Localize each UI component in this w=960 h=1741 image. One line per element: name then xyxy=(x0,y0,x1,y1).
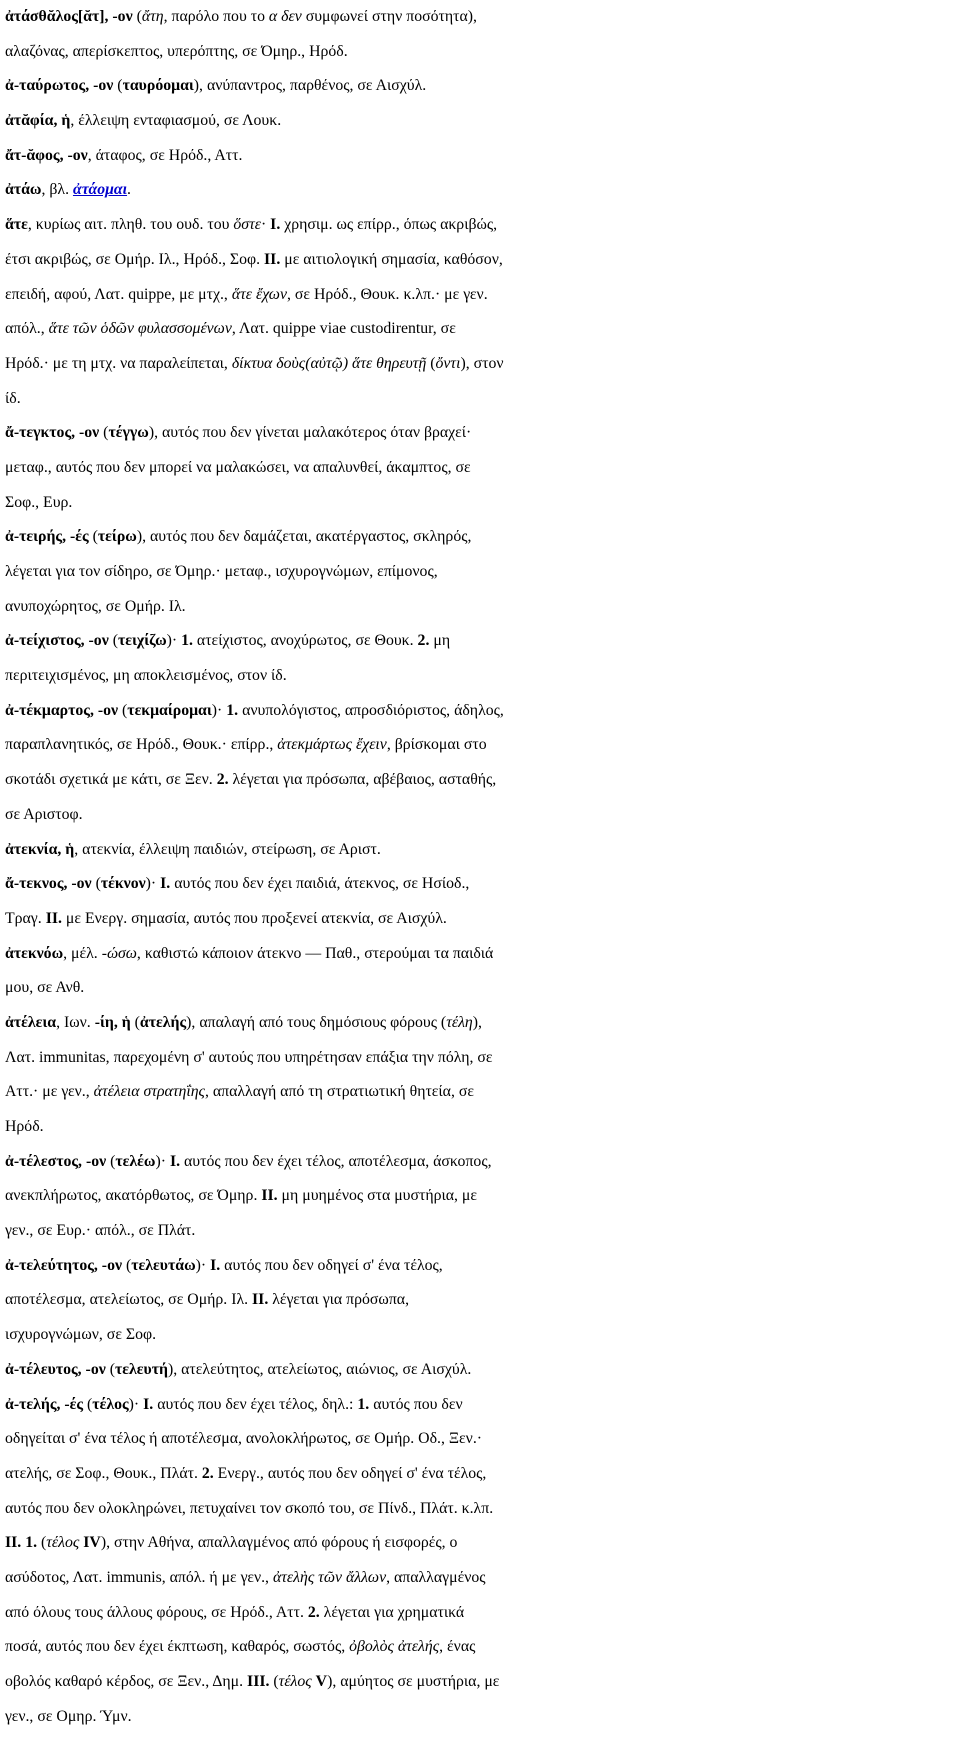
body-text: ( xyxy=(130,1013,140,1031)
body-text: , Λατ. quippe viae custodirentur, σε xyxy=(231,320,456,338)
body-text: γεν., σε Ευρ.· απόλ., σε Πλάτ. xyxy=(5,1222,196,1240)
body-text: ( xyxy=(122,1256,132,1274)
headword: ἀτάω xyxy=(5,181,42,199)
text-line xyxy=(5,1665,954,1700)
text-line xyxy=(5,208,954,243)
text-line xyxy=(5,312,954,347)
italic-text: -ώσω xyxy=(101,944,137,962)
body-text: Λατ. immunitas, παρεχομένη σ' αυτούς που υπηρέτησαν επάξια την πόλη, σε xyxy=(5,1048,493,1066)
italic-text: ἀτελὴς τῶν ἄλλων xyxy=(272,1568,387,1586)
body-text: Ενεργ., αυτός που δεν οδηγεί σ' ένα τέλος, xyxy=(213,1464,487,1482)
italic-text: ὅστε xyxy=(233,216,261,234)
body-text: ( xyxy=(99,424,109,442)
text-line xyxy=(5,798,954,833)
body-text: αποτέλεσμα, ατελείωτος, σε Ομήρ. Ιλ. xyxy=(5,1291,253,1309)
bold-text: ἀτελής xyxy=(139,1013,187,1031)
body-text: . xyxy=(127,181,131,199)
bold-text: I. xyxy=(270,216,281,234)
body-text: , καθιστώ κάποιον άτεκνο — Παθ., στερούμαι τα παιδιά xyxy=(136,944,494,962)
bold-text: 2. xyxy=(417,632,430,650)
italic-text: ἅτε ἔχων xyxy=(231,285,287,303)
body-text: , βλ. xyxy=(41,181,73,199)
body-text: )· xyxy=(145,875,161,893)
body-text: παραπλανητικός, σε Ηρόδ., Θουκ.· επίρρ., xyxy=(5,736,278,754)
italic-text: δίκτυα δοὺς(αὐτῷ) ἅτε θηρευτῇ xyxy=(231,354,427,372)
bold-text: V xyxy=(315,1673,328,1690)
headword: ἀτάσθᾰλος[ᾰτ], -ον xyxy=(5,8,133,25)
body-text: ( xyxy=(91,875,101,893)
body-text: αυτός που δεν έχει τέλος, αποτέλεσμα, άσκοπος, xyxy=(180,1152,492,1170)
text-line xyxy=(5,69,954,104)
body-text: μη xyxy=(429,632,451,650)
body-text: έτσι ακριβώς, σε Ομήρ. Ιλ., Ηρόδ., Σοφ. xyxy=(5,250,265,268)
headword: ἀ-τελής, -ές xyxy=(5,1395,84,1413)
text-line xyxy=(5,1006,954,1041)
bold-text: I. xyxy=(169,1152,181,1170)
bold-text: I. xyxy=(210,1256,221,1274)
headword: ἀτεκνόω xyxy=(5,944,64,962)
text-line xyxy=(5,1249,954,1284)
italic-text: ἅτε τῶν ὁδῶν φυλασσομένων xyxy=(48,320,232,338)
text-line xyxy=(5,555,954,590)
body-text: )· xyxy=(195,1256,211,1274)
text-line xyxy=(5,1353,954,1388)
body-text: ( xyxy=(106,1152,116,1170)
bold-text: 2. xyxy=(216,771,229,789)
text-line xyxy=(5,624,954,659)
headword: ἀτέλεια xyxy=(5,1013,57,1031)
body-text: ), στην Αθήνα, απαλλαγμένος από φόρους ή εισφορές, ο xyxy=(100,1534,458,1552)
text-line xyxy=(5,278,954,313)
italic-text: ὀβολὸς ἀτελής xyxy=(349,1638,440,1656)
body-text: , ατεκνία, έλλειψη παιδιών, στείρωση, σε Αριστ. xyxy=(74,840,381,858)
body-text: ( xyxy=(269,1673,279,1690)
body-text: ), ανύπαντρος, παρθένος, σε Αισχύλ. xyxy=(193,77,427,95)
body-text: περιτειχισμένος, μη αποκλεισμένος, στον ίδ. xyxy=(5,667,287,685)
text-line xyxy=(5,867,954,902)
body-text: )· xyxy=(155,1152,170,1170)
italic-text: τέλος xyxy=(278,1673,312,1690)
text-line xyxy=(5,590,954,625)
text-line xyxy=(5,833,954,868)
italic-text: α xyxy=(268,8,278,25)
headword: ἄ-τεκνος, -ον xyxy=(5,875,92,893)
headword: ἀτεκνία, ἡ xyxy=(5,840,75,858)
body-text: , απαλλαγμένος xyxy=(386,1568,486,1586)
body-text: αλαζόνας, απερίσκεπτος, υπερόπτης, σε Όμηρ., Ηρόδ. xyxy=(5,42,348,60)
body-text: αυτός που δεν έχει τέλος, δηλ.: xyxy=(153,1395,358,1413)
body-text: , κυρίως αιτ. πληθ. του ουδ. του xyxy=(27,216,234,234)
bold-text: τελέω xyxy=(115,1152,156,1170)
bold-text: I. xyxy=(143,1395,154,1413)
body-text: μη μυημένος στα μυστήρια, με xyxy=(277,1187,478,1205)
body-text: ατείχιστος, ανοχύρωτος, σε Θουκ. xyxy=(192,632,418,650)
body-text: οδηγείται σ' ένα τέλος ή αποτέλεσμα, ανολοκλήρωτος, σε Ομήρ. Οδ., Ξεν.· xyxy=(5,1430,483,1448)
italic-text: τέλη xyxy=(446,1013,473,1031)
text-line xyxy=(5,0,954,35)
bold-text: 2. xyxy=(201,1464,214,1482)
body-text: ( xyxy=(105,1360,115,1378)
headword: ἄτ-ᾰφος, -ον xyxy=(5,146,88,164)
body-text: λέγεται για τον σίδηρο, σε Όμηρ.· μεταφ., ισχυρογνώμων, επίμονος, xyxy=(5,563,438,580)
headword: ἀτᾰφία, ἡ xyxy=(5,112,71,130)
body-text: αυτός που δεν έχει παιδιά, άτεκνος, σε Ησίοδ., xyxy=(170,875,470,893)
body-text: )· xyxy=(166,632,182,650)
cross-reference-link[interactable]: ἀτάομαι xyxy=(72,181,128,199)
body-text: ( xyxy=(88,528,98,546)
body-text: , άταφος, σε Ηρόδ., Αττ. xyxy=(87,146,243,164)
body-text: απόλ., xyxy=(5,320,49,338)
text-line xyxy=(5,1561,954,1596)
headword: ἀ-τέλεστος, -ον xyxy=(5,1152,107,1170)
body-text: συμφωνεί στην ποσότητα), xyxy=(301,8,477,25)
body-text: χρησιμ. ως επίρρ., όπως ακριβώς, xyxy=(280,216,498,234)
body-text: Τραγ. xyxy=(5,909,46,927)
bold-text: τελευτή xyxy=(115,1360,168,1378)
italic-text: ἀτέλεια στρατηΐης xyxy=(93,1083,205,1101)
bold-text: II. xyxy=(252,1291,269,1309)
bold-text: τέγγω xyxy=(108,424,149,442)
bold-text: 1. xyxy=(357,1395,370,1413)
body-text: μου, σε Ανθ. xyxy=(5,979,85,997)
body-text: επειδή, αφού, Λατ. quippe, με μτχ., xyxy=(5,285,232,303)
bold-text: ταυρόομαι xyxy=(122,77,194,95)
text-line xyxy=(5,243,954,278)
body-text: ποσά, αυτός που δεν έχει έκπτωση, καθαρός, σωστός, xyxy=(5,1638,350,1656)
body-text: , μέλ. xyxy=(63,944,102,962)
text-line xyxy=(5,1596,954,1631)
body-text: ), xyxy=(472,1013,482,1031)
body-text: ασύδοτος, Λατ. immunis, απόλ. ή με γεν., xyxy=(5,1568,273,1586)
body-text: από όλους τους άλλους φόρους, σε Ηρόδ., Αττ. xyxy=(5,1603,308,1621)
bold-text: III. xyxy=(247,1673,270,1690)
text-line xyxy=(5,486,954,521)
body-text: ( xyxy=(118,701,128,719)
text-line xyxy=(5,416,954,451)
body-text: ( xyxy=(113,77,123,95)
text-line xyxy=(5,1318,954,1353)
bold-text: II. xyxy=(261,1187,278,1205)
text-line xyxy=(5,728,954,763)
text-line xyxy=(5,451,954,486)
bold-text: -ίη, ἡ xyxy=(94,1013,131,1031)
text-line xyxy=(5,694,954,729)
bold-text: τείρω xyxy=(97,528,137,546)
body-text: , βρίσκομαι στο xyxy=(386,736,487,754)
text-line xyxy=(5,1041,954,1076)
body-text: · xyxy=(260,216,271,234)
body-text: ( xyxy=(108,632,118,650)
bold-text: II. 1. xyxy=(5,1534,38,1552)
bold-text: 1. xyxy=(226,701,239,719)
body-text: ανυποχώρητος, σε Ομήρ. Ιλ. xyxy=(5,597,186,615)
text-line xyxy=(5,104,954,139)
headword: ἅτε xyxy=(5,216,28,234)
text-line xyxy=(5,1630,954,1665)
text-line xyxy=(5,382,954,417)
body-text: Αττ.· με γεν., xyxy=(5,1083,94,1101)
body-text: λέγεται για πρόσωπα, αβέβαιος, ασταθής, xyxy=(228,771,497,789)
body-text: , απαλλαγή από τη στρατιωτική θητεία, σε xyxy=(204,1083,475,1101)
body-text: με Ενεργ. σημασία, αυτός που προξενεί ατεκνία, σε Αισχύλ. xyxy=(61,909,447,927)
text-line xyxy=(5,1075,954,1110)
text-line xyxy=(5,1283,954,1318)
headword: ἀ-ταύρωτος, -ον xyxy=(5,77,114,95)
italic-text: ὄντι xyxy=(435,354,461,372)
italic-text: δεν xyxy=(281,8,302,25)
body-text: , σε Ηρόδ., Θουκ. κ.λπ.· με γεν. xyxy=(286,285,488,303)
bold-text: 1. xyxy=(181,632,193,650)
body-text: , παρόλο που το xyxy=(163,8,269,25)
body-text: ανεκπλήρωτος, ακατόρθωτος, σε Όμηρ. xyxy=(5,1187,262,1205)
body-text: ( xyxy=(426,354,436,372)
headword: ἀ-τειρής, -ές xyxy=(5,528,89,546)
headword: ἄ-τεγκτος, -ον xyxy=(5,424,100,442)
bold-text: 2. xyxy=(307,1603,320,1621)
body-text: ), ατελεύτητος, ατελείωτος, αιώνιος, σε Αισχύλ. xyxy=(168,1360,472,1378)
body-text: ( xyxy=(37,1534,47,1552)
body-text: ίδ. xyxy=(5,389,21,407)
text-line xyxy=(5,347,954,382)
bold-text: τέλος xyxy=(92,1395,129,1413)
bold-text: τεκμαίρομαι xyxy=(127,701,212,719)
bold-text: τέκνον xyxy=(100,875,146,893)
body-text: ), απαλαγή από τους δημόσιους φόρους ( xyxy=(186,1013,447,1031)
body-text: ισχυρογνώμων, σε Σοφ. xyxy=(5,1326,157,1344)
bold-text: II. xyxy=(45,909,62,927)
text-line xyxy=(5,1492,954,1527)
body-text: σε Αριστοφ. xyxy=(5,805,83,823)
body-text: )· xyxy=(128,1395,144,1413)
body-text: , ένας xyxy=(439,1638,476,1656)
body-text: λέγεται για πρόσωπα, xyxy=(268,1291,410,1309)
body-text: ), αυτός που δεν δαμάζεται, ακατέργαστος, σκληρός, xyxy=(136,528,472,546)
body-text: με αιτιολογική σημασία, καθόσον, xyxy=(280,250,503,268)
body-text: )· xyxy=(211,701,227,719)
bold-text: τελευτάω xyxy=(131,1256,196,1274)
text-line xyxy=(5,520,954,555)
body-text: ( xyxy=(132,8,142,25)
headword: ἀ-τέκμαρτος, -ον xyxy=(5,701,119,719)
body-text: οβολός καθαρό κέρδος, σε Ξεν., Δημ. xyxy=(5,1673,248,1690)
bold-text: IV xyxy=(83,1534,101,1552)
body-text: ), στον xyxy=(460,354,504,372)
body-text: γεν., σε Ομηρ. Ύμν. xyxy=(5,1707,132,1725)
text-line xyxy=(5,1145,954,1180)
text-line xyxy=(5,1422,954,1457)
bold-text: I. xyxy=(160,875,171,893)
headword: ἀ-τελεύτητος, -ον xyxy=(5,1256,123,1274)
text-line xyxy=(5,1110,954,1145)
text-line xyxy=(5,937,954,972)
body-text: αυτός που δεν οδηγεί σ' ένα τέλος, xyxy=(220,1256,443,1274)
body-text: λέγεται για χρηματικά xyxy=(319,1603,465,1621)
text-line xyxy=(5,659,954,694)
headword: ἀ-τέλευτος, -ον xyxy=(5,1360,106,1378)
text-line xyxy=(5,902,954,937)
italic-text: ἄτη xyxy=(141,8,164,25)
text-line xyxy=(5,35,954,70)
body-text: Σοφ., Ευρ. xyxy=(5,493,73,511)
text-line xyxy=(5,1214,954,1249)
body-text: Ηρόδ. xyxy=(5,1118,44,1135)
text-line xyxy=(5,1179,954,1214)
body-text: ατελής, σε Σοφ., Θουκ., Πλάτ. xyxy=(5,1464,202,1482)
body-text: , έλλειψη ενταφιασμού, σε Λουκ. xyxy=(70,112,282,130)
text-line xyxy=(5,1700,954,1735)
body-text: ), αμύητος σε μυστήρια, με xyxy=(327,1673,500,1690)
body-text: αυτός που δεν ολοκληρώνει, πετυχαίνει τον σκοπό του, σε Πίνδ., Πλάτ. κ.λπ. xyxy=(5,1499,494,1517)
text-line xyxy=(5,971,954,1006)
text-line xyxy=(5,173,954,208)
text-line xyxy=(5,763,954,798)
body-text: ), αυτός που δεν γίνεται μαλακότερος όταν βραχεί· xyxy=(148,424,472,442)
body-text: αυτός που δεν xyxy=(369,1395,463,1413)
text-line xyxy=(5,1526,954,1561)
body-text: σκοτάδι σχετικά με κάτι, σε Ξεν. xyxy=(5,771,217,789)
body-text: μεταφ., αυτός που δεν μπορεί να μαλακώσει, να απαλυνθεί, άκαμπτος, σε xyxy=(5,458,471,476)
body-text: ( xyxy=(83,1395,93,1413)
bold-text: τειχίζω xyxy=(117,632,167,650)
body-text: Ηρόδ.· με τη μτχ. να παραλείπεται, xyxy=(5,354,232,372)
text-line xyxy=(5,139,954,174)
italic-text: τέλος xyxy=(46,1534,80,1552)
body-text: ανυπολόγιστος, απροσδιόριστος, άδηλος, xyxy=(238,701,504,719)
bold-text: II. xyxy=(264,250,281,268)
text-line xyxy=(5,1388,954,1423)
text-line xyxy=(5,1457,954,1492)
headword: ἀ-τείχιστος, -ον xyxy=(5,632,109,650)
body-text: , Ιων. xyxy=(56,1013,95,1031)
italic-text: ἀτεκμάρτως ἔχειν xyxy=(277,736,387,754)
